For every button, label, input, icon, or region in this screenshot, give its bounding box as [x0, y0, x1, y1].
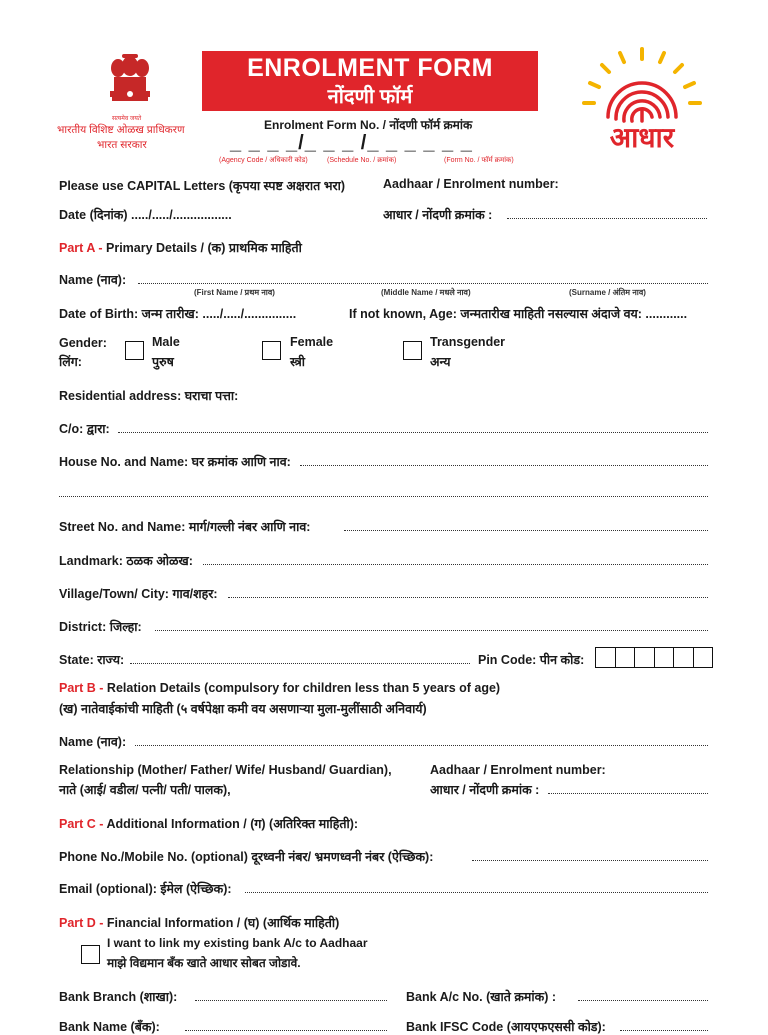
bank-ac-label: Bank A/c No. (खाते क्रमांक) : — [406, 990, 557, 1004]
emblem-motto: सत्यमेव जयते — [112, 116, 142, 122]
ifsc-field[interactable] — [620, 1030, 708, 1031]
state-label: State: राज्य: — [59, 653, 125, 667]
link-bank-checkbox[interactable] — [81, 945, 100, 964]
male-checkbox[interactable] — [125, 341, 144, 360]
agency-code-label: (Agency Code / अधिकारी कोड) — [219, 157, 308, 164]
link-bank-label: I want to link my existing bank A/c to Aadhaar — [107, 936, 368, 950]
landmark-field[interactable] — [203, 564, 708, 565]
enrolment-form-no-label: Enrolment Form No. / नोंदणी फॉर्म क्रमांक — [264, 118, 473, 132]
aadhaar-number-field[interactable] — [507, 218, 707, 219]
form-title: ENROLMENT FORM — [247, 54, 493, 82]
female-checkbox[interactable] — [262, 341, 281, 360]
part-a-title: Primary Details / (क) प्राथमिक माहिती — [102, 241, 302, 255]
part-a-tag: Part A - — [59, 241, 103, 255]
house-label: House No. and Name: घर क्रमांक आणि नाव: — [59, 455, 291, 469]
first-name-hint: (First Name / प्रथम नाव) — [194, 288, 275, 297]
ifsc-label: Bank IFSC Code (आयएफएससी कोड): — [406, 1020, 606, 1034]
transgender-marathi-label: अन्य — [430, 355, 451, 369]
relationship-marathi-label: नाते (आई/ वडील/ पत्नी/ पती/ पालक), — [59, 783, 231, 797]
co-field[interactable] — [118, 432, 708, 433]
part-b-tag: Part B - — [59, 681, 104, 695]
transgender-label: Transgender — [430, 335, 506, 349]
part-a-heading — [59, 239, 302, 256]
name-label: Name (नाव): — [59, 273, 127, 287]
male-marathi-label: पुरुष — [152, 355, 174, 369]
district-field[interactable] — [155, 630, 708, 631]
street-label: Street No. and Name: मार्ग/गल्ली नंबर आणि नाव: — [59, 520, 311, 534]
form-title-marathi: नोंदणी फॉर्म — [327, 86, 413, 108]
relation-aadhaar-field[interactable] — [548, 793, 708, 794]
bank-name-field[interactable] — [185, 1030, 387, 1031]
date-field[interactable]: Date (दिनांक) ...../...../................. — [59, 208, 232, 222]
email-label: Email (optional): ईमेल (ऐच्छिक): — [59, 882, 232, 896]
pin-code-label: Pin Code: पीन कोड: — [478, 653, 585, 667]
district-label: District: जिल्हा: — [59, 620, 142, 634]
bank-branch-field[interactable] — [195, 1000, 387, 1001]
part-c-heading — [59, 815, 358, 832]
state-field[interactable] — [130, 663, 470, 664]
house-field[interactable] — [300, 465, 708, 466]
aadhaar-logo — [570, 45, 715, 155]
aadhaar-logo-text: आधार — [609, 121, 675, 154]
enrolment-form-no-field[interactable]: _ _ _ _/_ _ _ /_ _ _ _ _ _ — [230, 132, 473, 154]
landmark-label: Landmark: ठळक ओळख: — [59, 554, 193, 568]
schedule-no-label: (Schedule No. / क्रमांक) — [327, 157, 397, 164]
part-c-title: Additional Information / (ग) (अतिरिक्त माहिती): — [103, 817, 359, 831]
emblem-logo — [100, 50, 160, 120]
aadhaar-enrolment-label: Aadhaar / Enrolment number: — [383, 177, 559, 191]
village-field[interactable] — [228, 597, 708, 598]
part-d-tag: Part D - — [59, 916, 104, 930]
village-label: Village/Town/ City: गाव/शहर: — [59, 587, 218, 601]
gender-label: Gender: — [59, 336, 107, 350]
relationship-label: Relationship (Mother/ Father/ Wife/ Husband/ Guardian), — [59, 763, 392, 777]
house-field-line-2[interactable] — [59, 496, 708, 497]
gender-marathi-label: लिंग: — [59, 355, 82, 369]
bank-branch-label: Bank Branch (शाखा): — [59, 990, 178, 1004]
part-d-title: Financial Information / (घ) (आर्थिक माहिती) — [103, 916, 340, 930]
part-d-heading — [59, 914, 339, 931]
relation-aadhaar-label: Aadhaar / Enrolment number: — [430, 763, 606, 777]
phone-field[interactable] — [472, 860, 708, 861]
part-c-tag: Part C - — [59, 817, 104, 831]
relation-name-field[interactable] — [135, 745, 708, 746]
residential-address-label: Residential address: घराचा पत्ता: — [59, 389, 239, 403]
part-b-title: Relation Details (compulsory for children less than 5 years of age) — [103, 681, 501, 695]
dob-field[interactable]: Date of Birth: जन्म तारीख: ...../...../............... — [59, 307, 297, 321]
aadhaar-marathi-label: आधार / नोंदणी क्रमांक : — [383, 208, 493, 222]
name-field[interactable] — [138, 283, 708, 284]
relation-name-label: Name (नाव): — [59, 735, 127, 749]
form-title-banner — [202, 51, 538, 111]
government-label: भारत सरकार — [97, 139, 147, 151]
surname-hint: (Surname / अंतिम नाव) — [569, 288, 646, 297]
bank-ac-field[interactable] — [578, 1000, 708, 1001]
email-field[interactable] — [245, 892, 708, 893]
link-bank-marathi-label: माझे विद्यमान बँक खाते आधार सोबत जोडावे. — [107, 956, 301, 970]
pin-code-boxes[interactable] — [595, 647, 713, 668]
phone-label: Phone No./Mobile No. (optional) दूरध्वनी नंबर/ भ्रमणध्वनी नंबर (ऐच्छिक): — [59, 850, 434, 864]
female-marathi-label: स्त्री — [290, 355, 306, 369]
transgender-checkbox[interactable] — [403, 341, 422, 360]
authority-name: भारतीय विशिष्ट ओळख प्राधिकरण — [57, 124, 185, 136]
capital-letters-note: Please use CAPITAL Letters (कृपया स्पष्ट अक्षरात भरा) — [59, 179, 346, 193]
middle-name-hint: (Middle Name / मधले नाव) — [381, 288, 471, 297]
bank-name-label: Bank Name (बँक): — [59, 1020, 160, 1034]
male-label: Male — [152, 335, 180, 349]
age-field[interactable]: If not known, Age: जन्मतारीख माहिती नसल्यास अंदाजे वय: ............ — [349, 307, 688, 321]
street-field[interactable] — [344, 530, 708, 531]
part-b-heading — [59, 681, 500, 695]
co-label: C/o: द्वारा: — [59, 422, 110, 436]
relation-aadhaar-marathi-label: आधार / नोंदणी क्रमांक : — [430, 783, 540, 797]
form-no-label: (Form No. / फॉर्म क्रमांक) — [444, 157, 514, 164]
part-b-subtitle: (ख) नातेवाईकांची माहिती (५ वर्षपेक्षा कमी वय असणाऱ्या मुला-मुलींसाठी अनिवार्य) — [59, 702, 427, 716]
female-label: Female — [290, 335, 334, 349]
